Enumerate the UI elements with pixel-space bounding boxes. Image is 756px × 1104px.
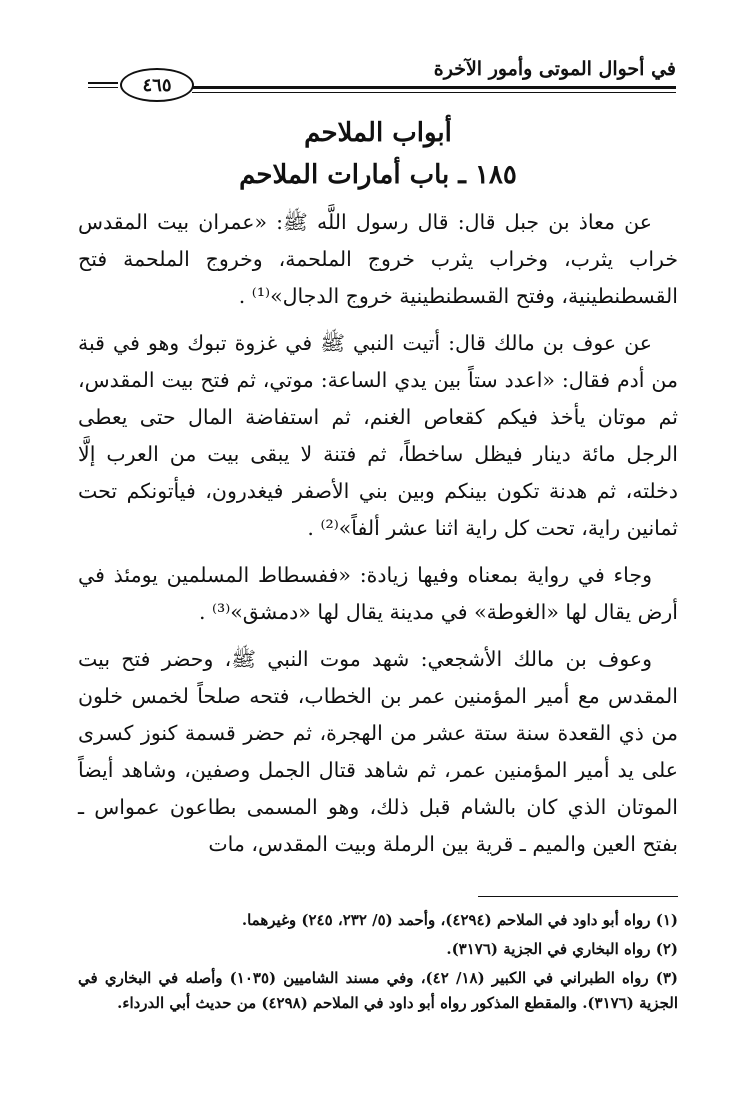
header-rule-tick <box>88 82 118 88</box>
footnote-separator <box>478 896 678 897</box>
paragraph-awf: عن عوف بن مالك قال: أتيت النبي ﷺ في غزوة تبوك وهو في قبة من أدم فقال: «اعدد ستاً بين يدي الساعة: موتي، ثم فتح بيت المقدس، ثم موتان يأخذ فيكم كقعاص الغنم، ثم استفاضة المال حتى يعطى الرجل مائة دينار فيظل ساخطاً، ثم فتنة لا يبقى بيت من العرب إلَّا دخلته، ثم هدنة تكون بينكم وبين بني الأصفر فيغدرون، فيأتونكم تحت ثمانين راية، تحت كل راية اثنا عشر ألفاً»⁽²⁾ . <box>78 331 678 540</box>
running-header <box>88 52 676 98</box>
page-number: ٤٦٥ <box>120 68 194 102</box>
footnotes <box>78 908 678 1020</box>
chapter-title: أبواب الملاحم <box>304 118 452 148</box>
header-rule <box>192 86 676 93</box>
body-text <box>78 204 678 873</box>
footnote-3: (٣) رواه الطبراني في الكبير (١٨/ ٤٢)، وفي مسند الشاميين (١٠٣٥) وأصله في البخاري في الجزية (٣١٧٦). والمقطع المذكور رواه أبو داود في الملاحم (٤٢٩٨) من حديث أبي الدرداء. <box>78 969 678 1012</box>
paragraph-biography: وعوف بن مالك الأشجعي: شهد موت النبي ﷺ، وحضر فتح بيت المقدس مع أمير المؤمنين عمر بن الخطاب، فتحه صلحاً لخمس خلون من ذي القعدة سنة ستة عشر من الهجرة، ثم حضر قسمة كنوز كسرى على يد أمير المؤمنين عمر، ثم شاهد قتال الجمل وصفين، وشاهد أيضاً الموتان الذي كان بالشام قبل ذلك، وهو المسمى بطاعون عمواس ـ بفتح العين والميم ـ قرية بين الرملة وبيت المقدس، مات <box>78 647 678 856</box>
footnote-1: (١) رواه أبو داود في الملاحم (٤٢٩٤)، وأحمد (٥/ ٢٣٢، ٢٤٥) وغيرهما. <box>241 911 678 929</box>
footnote-2: (٢) رواه البخاري في الجزية (٣١٧٦). <box>446 940 678 958</box>
paragraph-riwaya: وجاء في رواية بمعناه وفيها زيادة: «ففسطاط المسلمين يومئذ في أرض يقال لها «الغوطة» في مدينة يقال لها «دمشق»⁽³⁾ . <box>78 563 678 624</box>
running-header-title: في أحوال الموتى وأمور الآخرة <box>433 58 676 80</box>
paragraph-muadh: عن معاذ بن جبل قال: قال رسول اللَّه ﷺ: «عمران بيت المقدس خراب يثرب، وخراب يثرب خروج الملحمة، وخروج الملحمة فتح القسطنطينية، وفتح القسطنطينية خروج الدجال»⁽¹⁾ . <box>78 210 678 308</box>
section-title: ١٨٥ ـ باب أمارات الملاحم <box>239 160 517 190</box>
